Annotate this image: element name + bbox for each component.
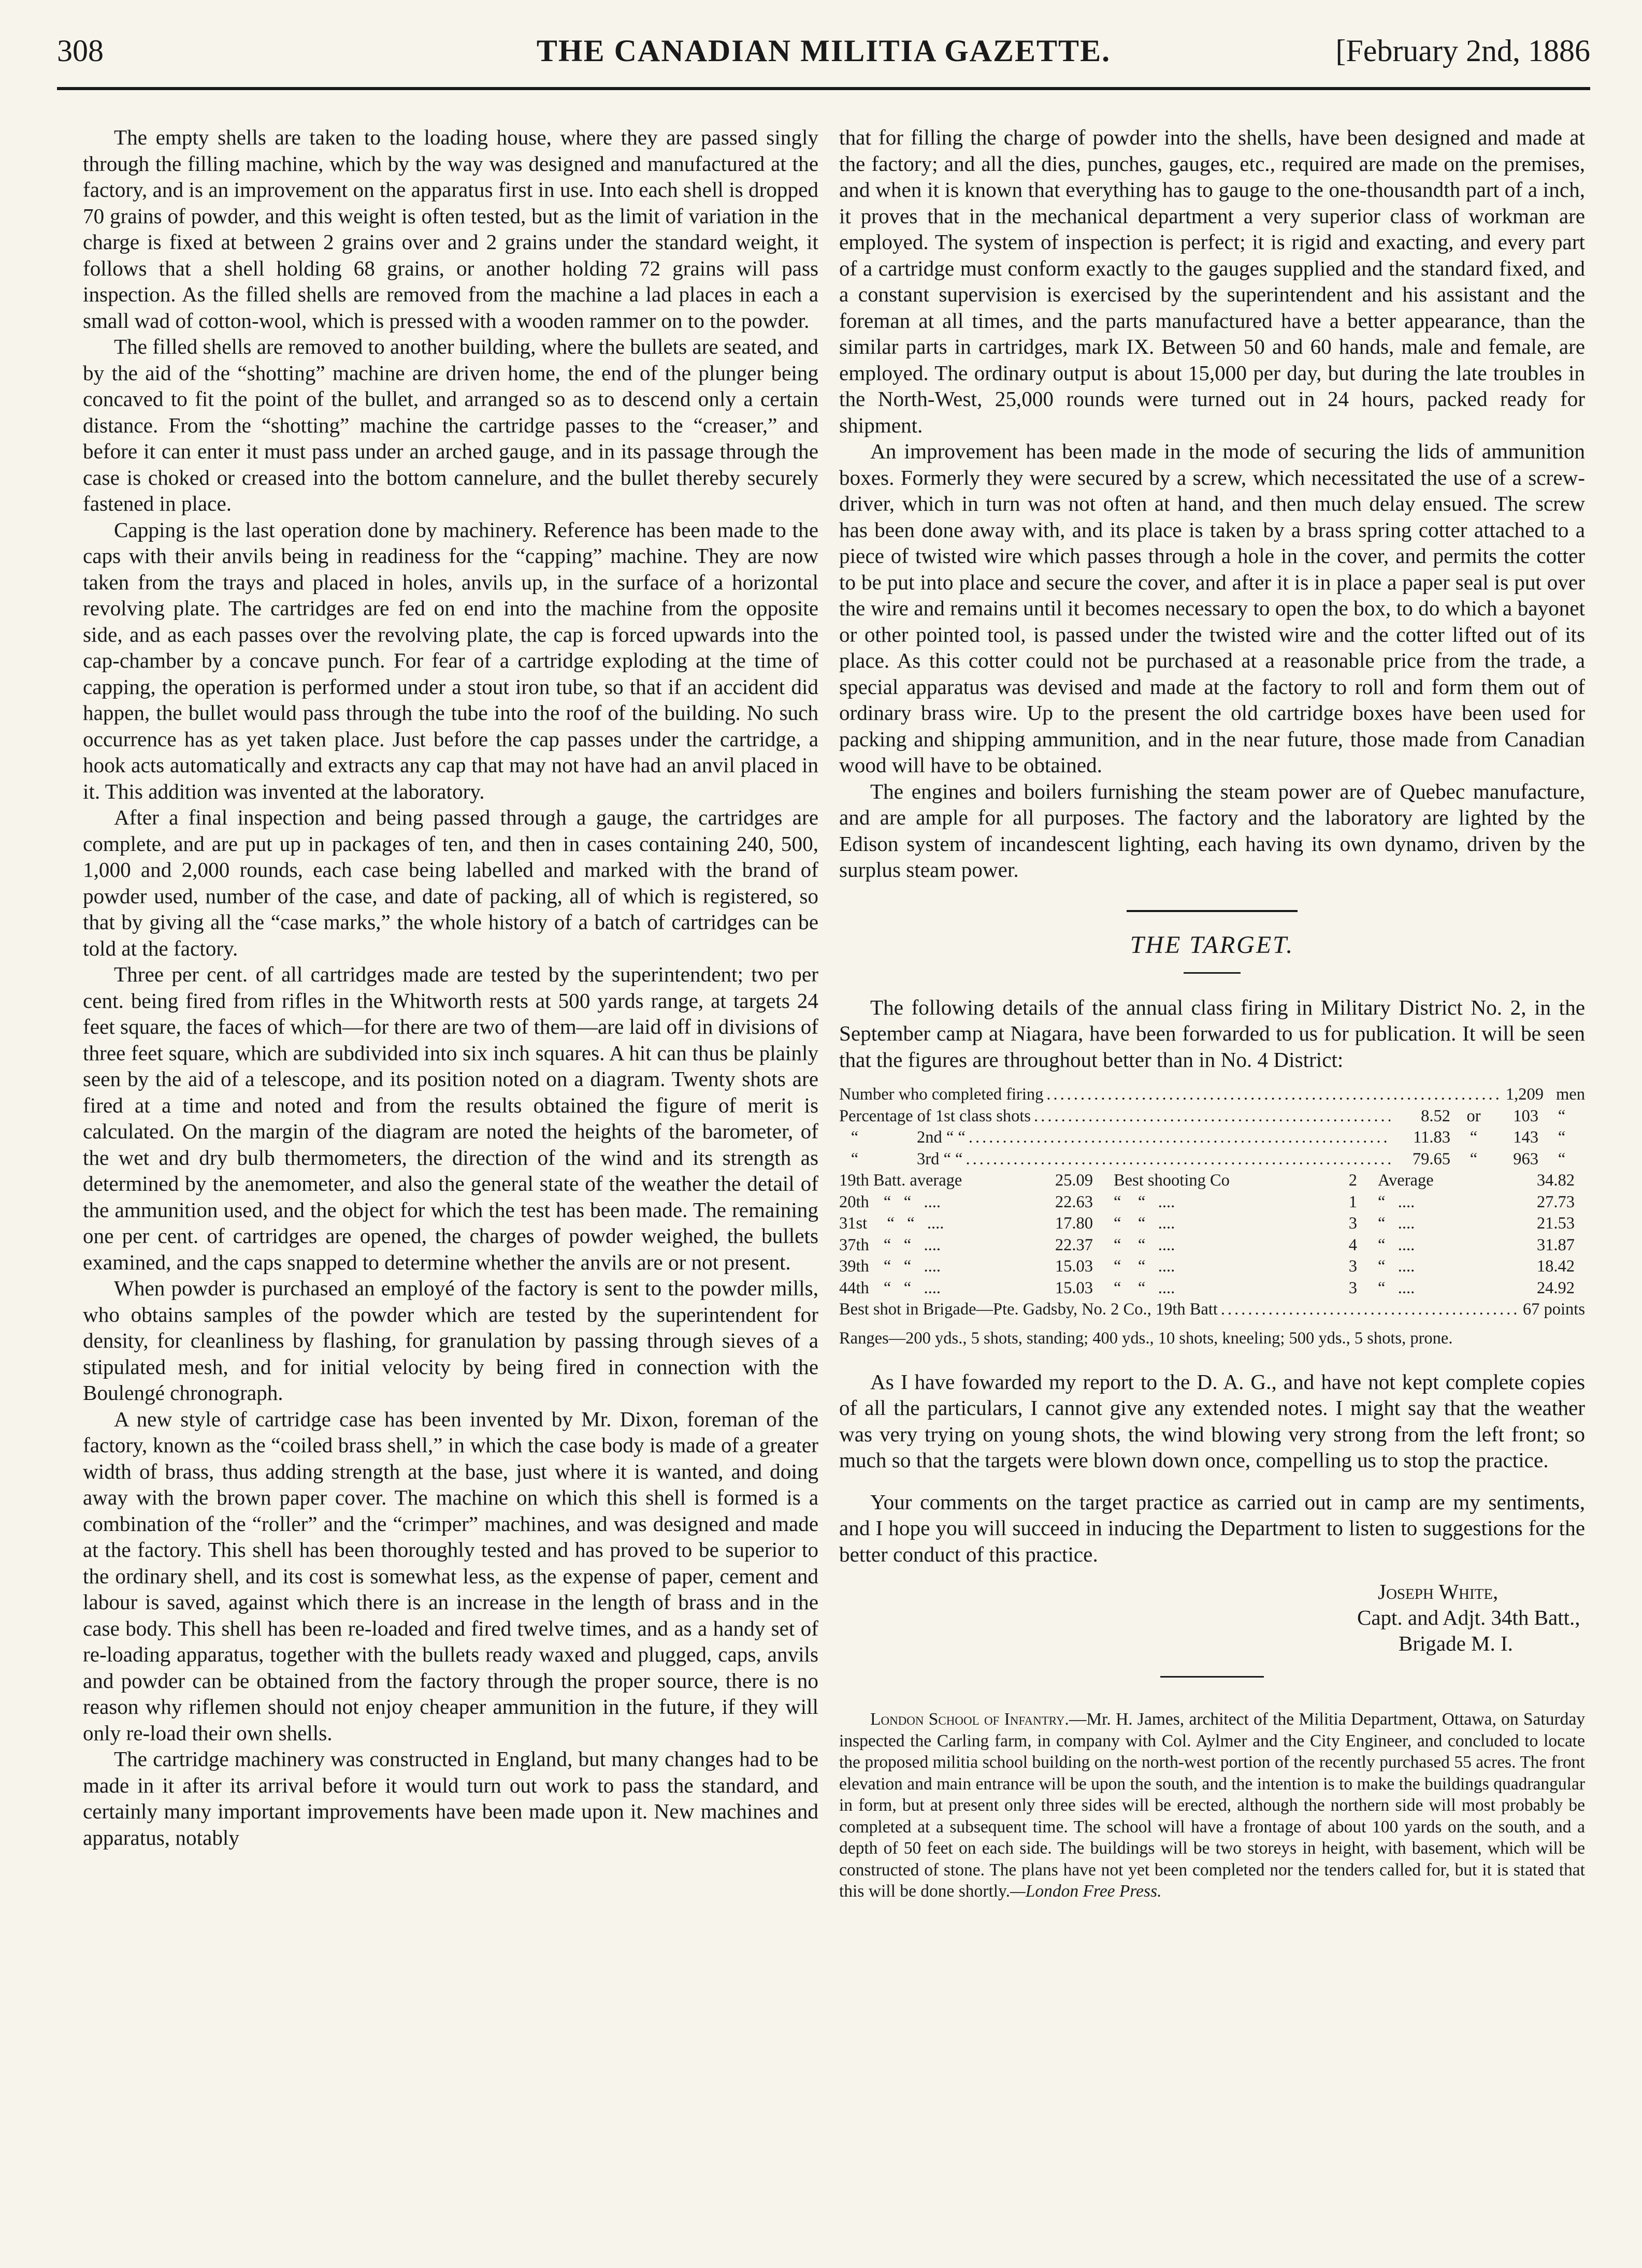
paragraph: The engines and boilers furnishing the steam power are of Quebec manufacture, and are ample for all purposes. The factory and the laboratory are lighted by the Edison system of incandescent lighting, each having its own dynamo, driven by the surplus steam power. (839, 779, 1585, 882)
paragraph: Three per cent. of all cartridges made are tested by the superintendent; two per cent. being fired from rifles in the Whitworth rests at 500 yards range, at targets 24 feet square, the faces of which—for there are two of them—are laid off in divisions of three feet square, which are subdivided into six inch squares. A hit can thus be plainly seen by the aid of a telescope, and its position noted on a diagram. Twenty shots are fired at a time and noted and from the results obtained the figure of merit is calculated. On the margin of the diagram are noted the heights of the barometer, of the wet and dry bulb thermometers, the direction of the wind and its strength as determined by the anemometer, and also the general state of the weather the detail of the ammunition used, and the object for which the test has been made. The remaining one per cent. of cartridges are opened, the charges of powder weighed, the bullets examined, and the caps snapped to determine whether the anvils are or not present. (83, 962, 818, 1274)
note-lead: London School of Infantry. (870, 1710, 1069, 1729)
stat-row-shots: “ 2nd “ “ ..... 11.83 “ 143 “ (839, 1127, 1585, 1149)
note-source: —London Free Press. (1010, 1882, 1162, 1901)
paragraph: A new style of cartridge case has been invented by Mr. Dixon, foreman of the factory, known as the “coiled brass shell,” in which the case body is made of a greater width of brass, thus adding strength at the base, just where it is wanted, and doing away with the brown paper cover. The machine on which this shell is formed is a combination of the “roller” and the “crimper” machines, and was designed and made at the factory. This shell has been thoroughly tested and has proved to be superior to the ordinary shell, and its cost is somewhat less, as the expense of paper, cement and labour is saved, against which there is an increase in the length of brass and in the case body. This shell has been re-loaded and fired twelve times, and as a handy set of re-loading apparatus, together with the bullets ready waxed and plugged, caps, anvils and powder can be obtained from the factory through the proper source, there is no reason why riflemen should not enjoy cheaper ammunition in the future, if they will only re-load their own shells. (83, 1407, 818, 1745)
battalion-table: 19th Batt. average 25.09 Best shooting Co 2 Average 34.82 20th “ “ .... 22.63 “ “ .... 1 “ .... 27.73 31st “ “ .... 17.80 “ “ .... 3 “ .... 21.53 37th “ “ .... 22.37 “ “ .... 4 “ .... 31.87 39th “ “ .... 15.03 “ “ .... 3 “ .... 18.42 44th “ “ .... 15.03 “ “ .... 3 “ .... 24.92 (839, 1170, 1585, 1299)
best-shot-row: Best shot in Brigade—Pte. Gadsby, No. 2 Co., 19th Batt ..... 67 points (839, 1299, 1585, 1321)
paragraph: An improvement has been made in the mode of securing the lids of ammunition boxes. Formerly they were secured by a screw, which necessitated the use of a screw-driver, which in turn was not often at hand, and then much delay ensued. The screw has been done away with, and its place is taken by a brass spring cotter attached to a piece of twisted wire which passes through a hole in the cover, and permits the cotter to be put into place and secure the cover, and after it is in place a paper seal is put over the wire and remains until it becomes necessary to open the box, to do which a bayonet or other pointed tool, is passed under the twisted wire and the cotter lifted out of its place. As this cotter could not be purchased at a reasonable price from the trade, a special apparatus was devised and made at the factory to roll and form them out of ordinary brass wire. Up to the present the old cartridge boxes have been used for packing and shipping ammunition, and in the near future, those made from Canadian wood will have to be obtained. (839, 439, 1585, 777)
table-row: 37th “ “ .... (839, 1235, 941, 1254)
paragraph: After a final inspection and being passed through a gauge, the cartridges are complete, and are put up in packages of ten, and then in cases containing 240, 500, 1,000 and 2,000 rounds, each case being labelled and marked with the brand of powder used, number of the case, and date of packing, all of which is registered, so that by giving all the “case marks,” the whole history of a batch of cartridges can be told at the factory. (83, 805, 818, 960)
heading-rule (1184, 972, 1241, 974)
signature-unit: Brigade M. I. (1399, 1631, 1513, 1655)
table-row: 44th “ “ .... (839, 1278, 941, 1297)
right-column (839, 124, 1585, 2248)
section-divider (1160, 1676, 1264, 1678)
table-row: 31st “ “ .... (839, 1214, 944, 1233)
paragraph: that for filling the charge of powder into the shells, have been designed and made at the factory; and all the dies, punches, gauges, etc., required are made on the premises, and when it is known that everything has to gauge to the one-thousandth part of a inch, it proves that in the mechanical department a very superior class of workman are employed. The system of inspection is perfect; it is rigid and exacting, and every part of a cartridge must conform exactly to the gauges supplied and the standard fixed, and a constant supervision is exercised by the superintendent and his assistant and the foreman at all times, and the parts manufactured have a better appearance, than the similar parts in cartridges, mark IX. Between 50 and 60 hands, male and female, are employed. The ordinary output is about 15,000 per day, but during the late troubles in the North-West, 25,000 rounds were turned out in 24 hours, packed ready for shipment. (839, 125, 1585, 437)
paragraph: Your comments on the target practice as carried out in camp are my sentiments, and I hope you will succeed in inducing the Department to listen to suggestions for the better conduct of this practice. (839, 1490, 1585, 1566)
table-row: 19th Batt. average (839, 1171, 962, 1190)
signature-block (839, 1579, 1585, 1656)
table-row: 39th “ “ .... (839, 1257, 941, 1276)
target-intro: The following details of the annual class firing in Military District No. 2, in the September camp at Niagara, have been forwarded to us for publication. It will be seen that the figures are throughout better than in No. 4 District: (839, 995, 1585, 1072)
paragraph: When powder is purchased an employé of the factory is sent to the powder mills, who obtains samples of the powder which are tested by the superintendent for density, for cleanliness by flashing, for granulation by passing through sieves of a stipulated mesh, and for initial velocity by being fired in connection with the Boulengé chronograph. (83, 1276, 818, 1405)
signature-name: Joseph White, (1378, 1580, 1499, 1604)
signature-rank: Capt. and Adjt. 34th Batt., (1357, 1606, 1580, 1629)
issue-date: [February 2nd, 1886 (1335, 34, 1590, 68)
paragraph: The filled shells are removed to another building, where the bullets are seated, and by the aid of the “shotting” machine are driven home, the end of the plunger being concaved to fit the point of the bullet, and arranged so as to descend only a certain distance. From the “shotting” machine the cartridge passes to the “creaser,” and before it can enter it must pass under an arched gauge, and in its passage through the case is choked or creased into the bottom cannelure, and the bullet thereby securely fastened in place. (83, 335, 818, 515)
paragraph: The cartridge machinery was constructed in England, but many changes had to be made in it after its arrival before it would turn out work to pass the standard, and certainly many important improvements have been made upon it. New machines and apparatus, notably (83, 1747, 818, 1850)
page-number: 308 (57, 34, 104, 68)
paragraph: As I have fowarded my report to the D. A. G., and have not kept complete copies of all the particulars, I cannot give any extended notes. I might say that the weather was very trying on young shots, the wind blowing very strong from the left front; so much so that the targets were blown down once, compelling us to stop the practice. (839, 1369, 1585, 1472)
section-divider (1127, 910, 1298, 912)
stat-row-completed: Number who completed firing ..... 1,209 men (839, 1084, 1585, 1106)
table-row: 20th “ “ .... (839, 1192, 941, 1211)
note-text: —Mr. H. James, architect of the Militia Department, Ottawa, on Saturday inspected the Carling farm, in company with Col. Aylmer and the City Engineer, and concluded to locate the proposed militia school building on the north-west portion of the recently purchased 55 acres. The front elevation and main entrance will be upon the south, and the intention is to make the buildings quadrangular in form, but at present only three sides will be erected, although the northern side will most probably be completed at a subsequent time. The school will have a frontage of about 100 yards on the south, and a depth of 50 feet on each side. The buildings will be two storeys in height, with basement, which will be constructed of stone. The plans have not yet been completed nor the tenders called for, but it is stated that this will be done shortly. (839, 1710, 1585, 1901)
stat-row-shots: “ 3rd “ “ ..... 79.65 “ 963 “ (839, 1149, 1585, 1171)
paragraph: The empty shells are taken to the loading house, where they are passed singly through the filling machine, which by the way was designed and manufactured at the factory, and is an improvement on the apparatus first in use. Into each shell is dropped 70 grains of powder, and this weight is often tested, but as the limit of variation in the charge is fixed at between 2 grains over and 2 grains under the standard weight, it follows that a shell holding 68 grains, or another holding 72 grains will pass inspection. As the filled shells are removed from the machine a lad places in each a small wad of cotton-wool, which is pressed with a wooden rammer on to the powder. (83, 125, 818, 333)
news-note (839, 1709, 1585, 1902)
section-heading: THE TARGET. (1130, 931, 1294, 959)
stat-row-shots: Percentage of 1st class shots ..... 8.52 or 103 “ (839, 1106, 1585, 1128)
left-column (83, 124, 818, 2248)
page-header (57, 9, 1590, 90)
paragraph: Capping is the last operation done by machinery. Reference has been made to the caps with their anvils being in readiness for the “capping” machine. They are now taken from the trays and placed in holes, anvils up, in the surface of a horizontal revolving plate. The cartridges are fed on end into the machine from the opposite side, and as each passes over the revolving plate, the cap is forced upwards into the cap-chamber by a concave punch. For fear of a cartridge exploding at the time of capping, the operation is performed under a stout iron tube, so that if an accident did happen, the bullet would pass through the tube into the roof of the building. No such occurrence has as yet taken place. Just before the cap passes under the cartridge, a hook acts automatically and extracts any cap that may not have had an anvil placed in it. This addition was invented at the laboratory. (83, 517, 818, 803)
publication-title: THE CANADIAN MILITIA GAZETTE. (536, 34, 1111, 68)
ranges-note: Ranges—200 yds., 5 shots, standing; 400 yds., 10 shots, kneeling; 500 yds., 5 shots, prone. (839, 1328, 1453, 1348)
firing-statistics (839, 1084, 1585, 1321)
